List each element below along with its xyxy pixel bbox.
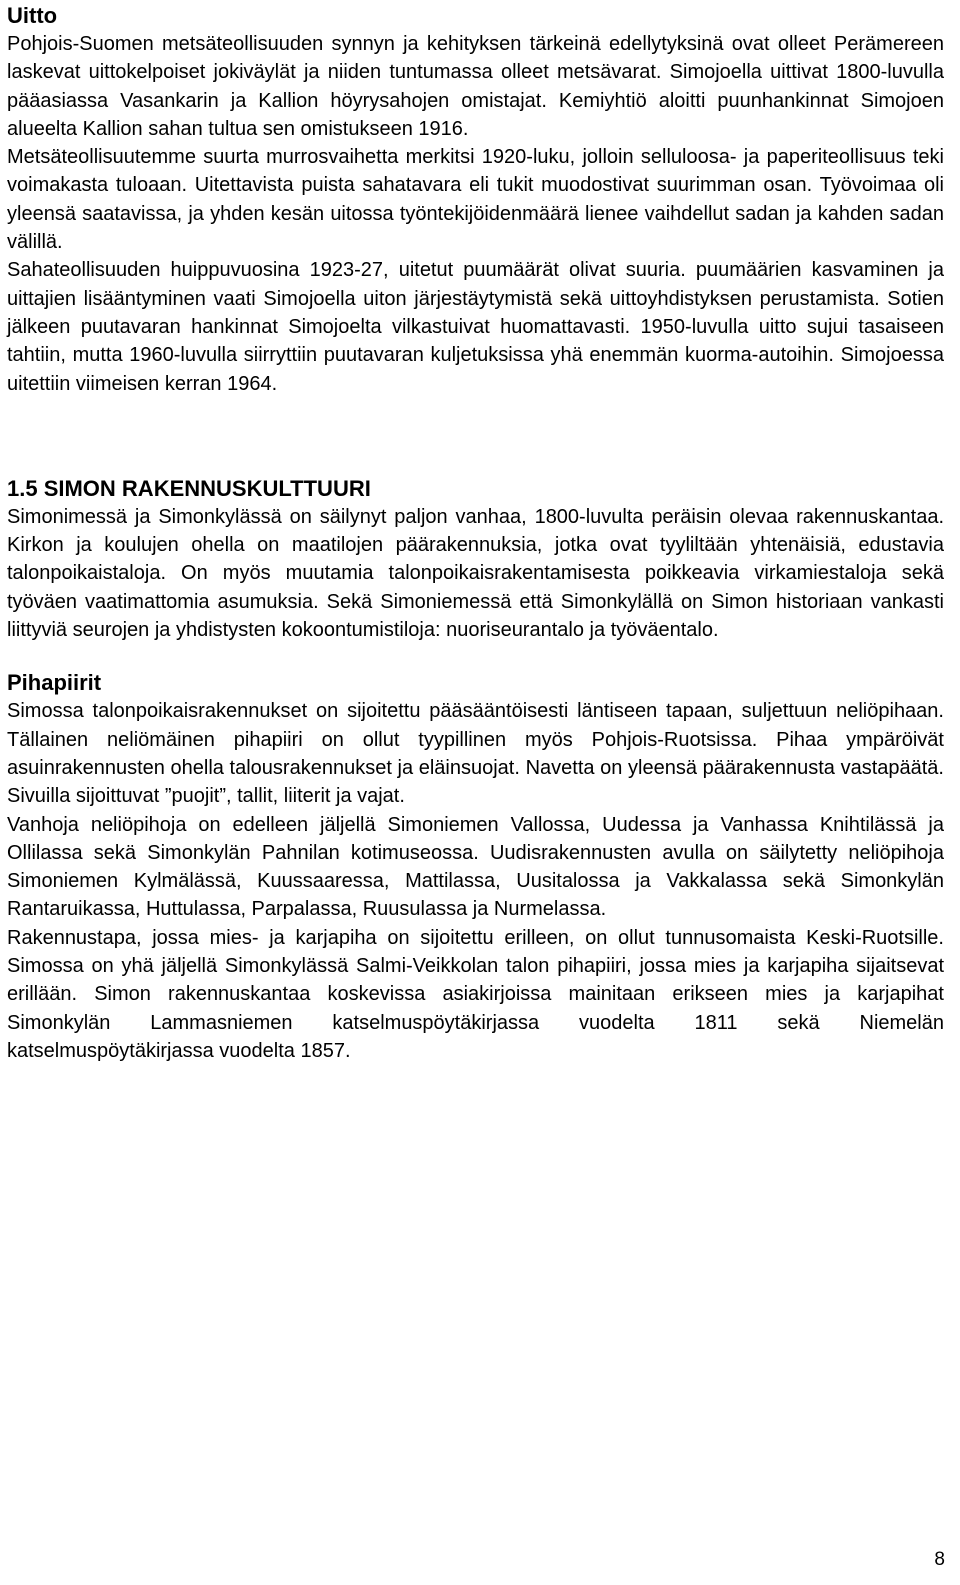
paragraph-pihapiirit-3: Rakennustapa, jossa mies- ja karjapiha on sijoitettu erilleen, on ollut tunnusomaista Keski-Ruotsille. Simossa on yhä jäljellä Simonkylässä Salmi-Veikkolan talon pihapiiri, jossa mies ja karjapiha sijaitsevat erillään. Simon rakennuskantaa koskevissa asiakirjoissa mainitaan erikseen mies ja karjapihat Simonkylän Lammasniemen katselmuspöytäkirjassa vuodelta 1811 sekä Niemelän katselmuspöytäkirjassa vuodelta 1857. [7, 926, 944, 1062]
document-page [7, 0, 944, 1065]
page-number: 8 [934, 1549, 945, 1570]
paragraph-uitto-3: Sahateollisuuden huippuvuosina 1923-27, uitetut puumäärät olivat suuria. puumäärien kasvaminen ja uittajien lisääntyminen vaati Simojoella uiton järjestäytymistä sekä uittoyhdistyksen perustamista. Sotien jälkeen puutavaran hankinnat Simojoelta vilkastuivat huomattavasti. 1950-luvulla uitto sujui tasaiseen tahtiin, mutta 1960-luvulla siirryttiin puutavaran kuljetuksissa yhä enemmän kuorma-autoihin. Simojoessa uitettiin viimeisen kerran 1964. [7, 259, 944, 395]
paragraph-uitto-1: Pohjois-Suomen metsäteollisuuden synnyn ja kehityksen tärkeinä edellytyksinä ovat olleet Perämereen laskevat uittokelpoiset jokiväylät ja niiden tuntumassa olleet metsävarat. Simojoella uittivat 1800-luvulla pääasiassa Vasankarin ja Kallion höyrysahojen omistajat. Kemiyhtiö aloitti puunhankinnat Simojoen alueelta Kallion sahan tultua sen omistukseen 1916. [7, 33, 944, 140]
heading-uitto: Uitto [7, 3, 58, 28]
heading-pihapiirit: Pihapiirit [7, 670, 102, 696]
heading-rakennuskulttuuri: 1.5 SIMON RAKENNUSKULTTUURI [7, 475, 371, 501]
paragraph-rakennuskulttuuri: Simonimessä ja Simonkylässä on säilynyt paljon vanhaa, 1800-luvulta peräisin olevaa rakennuskantaa. Kirkon ja koulujen ohella on maatilojen päärakennuksia, jotka ovat tyyliltään yhtenäisiä, edustavia talonpoikaistaloja. On myös muutamia talonpoikaisrakentamisesta poikkeavia virkamiestaloja sekä työväen vaatimattomia asumuksia. Sekä Simoniemessä että Simonkylällä on Simon historiaan vankasti liittyviä seurojen ja yhdistysten kokoontumistiloja: nuoriseurantalo ja työväentalo. [7, 505, 944, 642]
paragraph-uitto-2: Metsäteollisuutemme suurta murrosvaihetta merkitsi 1920-luku, jolloin selluloosa- ja paperiteollisuus teki voimakasta tuloaan. Uitettavista puista sahatavara eli tukit muodostivat suurimman osan. Työvoimaa oli yleensä saatavissa, ja yhden kesän uitossa työntekijöidenmäärä lienee vaihdellut sadan ja kahden sadan välillä. [7, 146, 944, 254]
paragraph-pihapiirit-1: Simossa talonpoikaisrakennukset on sijoitettu pääsääntöisesti läntiseen tapaan, suljettuun neliöpihaan. Tällainen neliömäinen pihapiiri on ollut tyypillinen myös Pohjois-Ruotsissa. Pihaa ympäröivät asuinrakennusten ohella talousrakennukset ja eläinsuojat. Navetta on yleensä päärakennusta vastapäätä. Sivuilla sijoittuvat ”puojit”, tallit, liiterit ja vajat. [7, 700, 944, 808]
paragraph-pihapiirit-2: Vanhoja neliöpihoja on edelleen jäljellä Simoniemen Vallossa, Uudessa ja Vanhassa Knihtilässä ja Ollilassa sekä Simonkylän Pahnilan kotimuseossa. Uudisrakennusten avulla on säilytetty neliöpihoja Simoniemen Kylmälässä, Kuussaaressa, Mattilassa, Uusitalossa ja Vakkalassa sekä Simonkylän Rantaruikassa, Huttulassa, Parpalassa, Ruusulassa ja Nurmelassa. [7, 813, 944, 921]
